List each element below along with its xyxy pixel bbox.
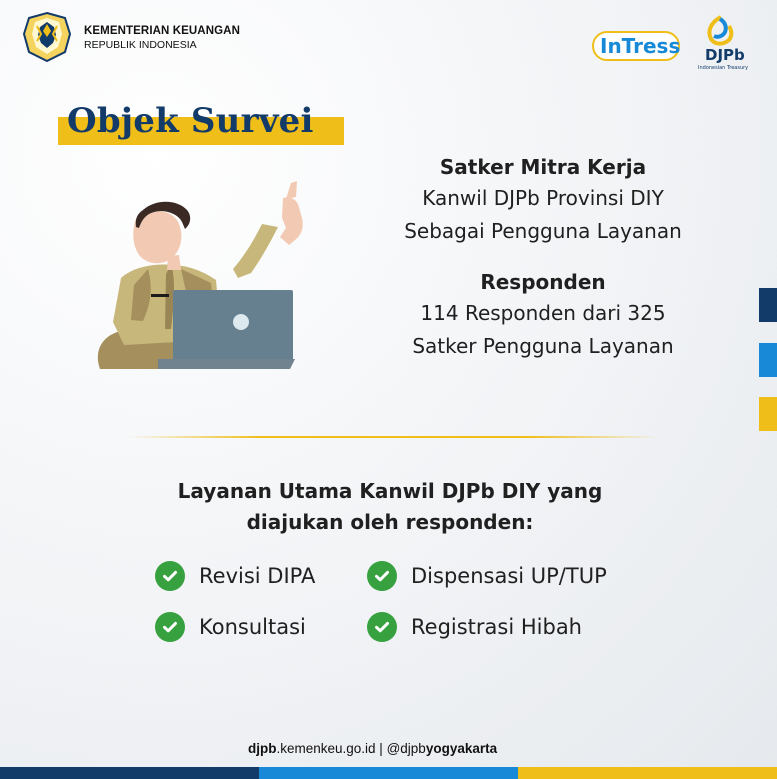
main-services-heading-line-1: Layanan Utama Kanwil DJPb DIY yang [177, 479, 603, 503]
djpb-tagline: Indonesian Treasury [698, 65, 749, 71]
section1-line-1: Kanwil DJPb Provinsi DIY [422, 186, 664, 210]
service-item-konsultasi [155, 612, 306, 642]
civil-servant-illustration [93, 179, 321, 369]
bottom-stripe-navy [0, 767, 259, 779]
service-item-revisi-dipa [155, 561, 315, 591]
page-title: Objek Survei [67, 101, 314, 141]
section-divider [128, 436, 660, 438]
bottom-stripe-blue [259, 767, 518, 779]
side-bar-navy [759, 288, 777, 322]
side-bar-gold [759, 397, 777, 431]
intress-logo [591, 24, 681, 68]
main-services-heading-line-2: diajukan oleh responden: [246, 510, 534, 534]
title-block [58, 101, 348, 145]
footer-suffix: yogyakarta [425, 741, 498, 756]
djpb-logo [687, 11, 757, 73]
check-circle-icon [155, 612, 185, 642]
section2-line-2: Satker Pengguna Layanan [412, 334, 674, 358]
side-accent-bars [759, 288, 777, 433]
info-block [378, 152, 708, 363]
intress-logo-text: InTress [600, 34, 681, 58]
check-circle-icon [367, 561, 397, 591]
service-item-dispensasi-up-tup [367, 561, 607, 591]
service-label-revisi-dipa: Revisi DIPA [199, 564, 316, 588]
service-label-konsultasi: Konsultasi [199, 615, 306, 639]
service-list [155, 561, 675, 651]
djpb-logo-text: DJPb [705, 46, 745, 64]
footer-domain-tail: .kemenkeu.go.id | @djpb [276, 741, 426, 756]
check-circle-icon [155, 561, 185, 591]
main-services-heading [140, 476, 640, 538]
ministry-subtitle: REPUBLIK INDONESIA [84, 39, 197, 51]
bottom-color-stripes [0, 767, 777, 779]
footer-contact [248, 741, 497, 756]
header [20, 10, 757, 80]
section-title-responden: Responden [480, 270, 606, 294]
service-item-registrasi-hibah [367, 612, 582, 642]
section2-line-1: 114 Responden dari 325 [420, 301, 666, 325]
section-title-satker-mitra-kerja: Satker Mitra Kerja [439, 155, 647, 179]
ministry-emblem-icon [20, 10, 74, 64]
side-bar-blue [759, 343, 777, 377]
ministry-name: KEMENTERIAN KEUANGAN [84, 25, 240, 37]
check-circle-icon [367, 612, 397, 642]
service-label-registrasi-hibah: Registrasi Hibah [411, 615, 582, 639]
bottom-stripe-gold [518, 767, 777, 779]
section1-line-2: Sebagai Pengguna Layanan [404, 219, 682, 243]
service-label-dispensasi-up-tup: Dispensasi UP/TUP [411, 564, 607, 588]
footer-prefix: djpb [248, 741, 277, 756]
ministry-branding [20, 10, 240, 64]
